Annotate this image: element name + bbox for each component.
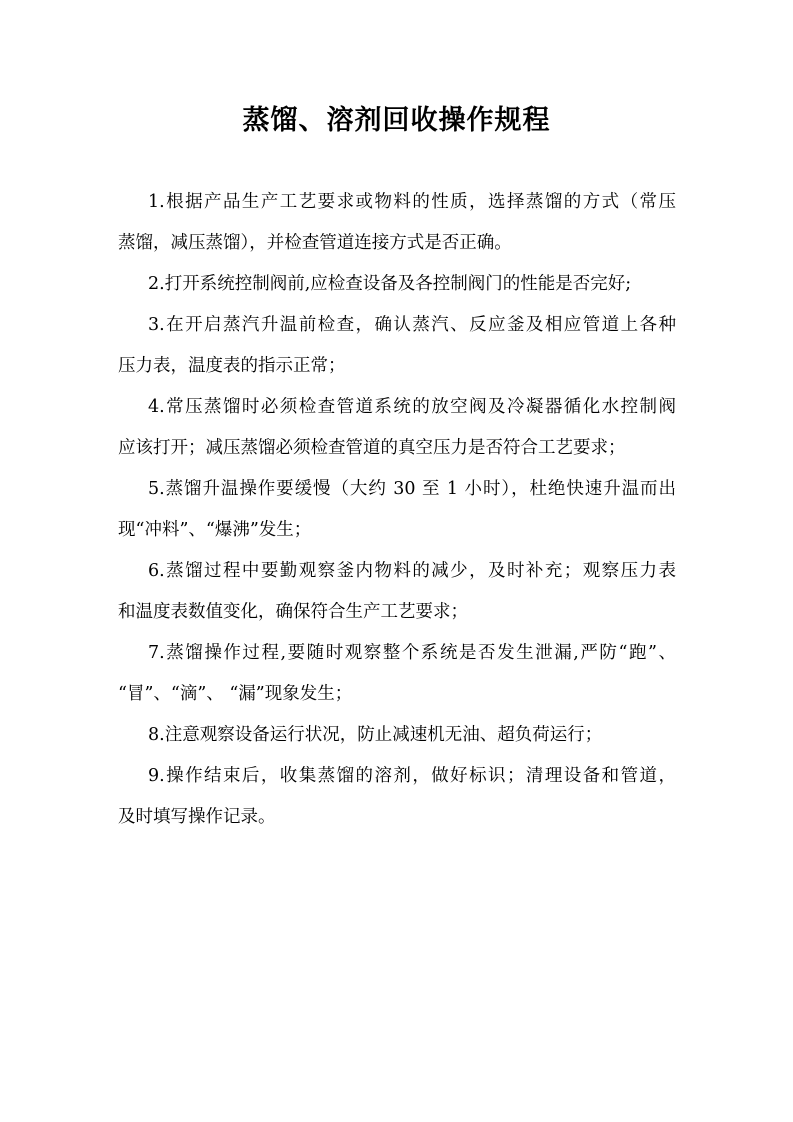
paragraph-line: 应该打开；减压蒸馏必须检查管道的真空压力是否符合工艺要求； xyxy=(118,438,626,458)
paragraph-6 xyxy=(118,554,676,636)
paragraph-line: 9.操作结束后，收集蒸馏的溶剂，做好标识；清理设备和管道， xyxy=(148,766,676,786)
paragraph-line: 7.蒸馏操作过程,要随时观察整个系统是否发生泄漏,严防“跑”、 xyxy=(148,643,676,663)
paragraph-2 xyxy=(118,267,676,308)
paragraph-line: 3.在开启蒸汽升温前检查，确认蒸汽、反应釜及相应管道上各种 xyxy=(148,315,676,335)
paragraph-4 xyxy=(118,390,676,472)
paragraph-line: 1.根据产品生产工艺要求或物料的性质，选择蒸馏的方式（常压 xyxy=(148,192,676,212)
paragraph-5 xyxy=(118,472,676,554)
paragraph-line: “冒”、“滴”、 “漏”现象发生； xyxy=(118,684,353,704)
paragraph-line: 现“冲料”、“爆沸”发生； xyxy=(118,520,312,540)
document-body xyxy=(118,185,676,841)
paragraph-line: 2.打开系统控制阀前,应检查设备及各控制阀门的性能是否完好; xyxy=(148,274,632,294)
paragraph-8 xyxy=(118,718,676,759)
paragraph-line: 和温度表数值变化，确保符合生产工艺要求； xyxy=(118,602,468,622)
paragraph-line: 6.蒸馏过程中要勤观察釜内物料的减少，及时补充；观察压力表 xyxy=(148,561,676,581)
document-title: 蒸馏、溶剂回收操作规程 xyxy=(242,105,551,136)
paragraph-line: 及时填写操作记录。 xyxy=(118,807,276,827)
paragraph-line: 蒸馏，减压蒸馏），并检查管道连接方式是否正确。 xyxy=(118,233,512,253)
paragraph-line: 5.蒸馏升温操作要缓慢（大约 30 至 1 小时），杜绝快速升温而出 xyxy=(148,479,676,499)
paragraph-9 xyxy=(118,759,676,841)
paragraph-3 xyxy=(118,308,676,390)
paragraph-1 xyxy=(118,185,676,267)
paragraph-line: 4.常压蒸馏时必须检查管道系统的放空阀及冷凝器循化水控制阀 xyxy=(148,397,676,417)
paragraph-7 xyxy=(118,636,676,718)
paragraph-line: 压力表，温度表的指示正常； xyxy=(118,356,346,376)
paragraph-line: 8.注意观察设备运行状况，防止减速机无油、超负荷运行； xyxy=(148,725,603,745)
